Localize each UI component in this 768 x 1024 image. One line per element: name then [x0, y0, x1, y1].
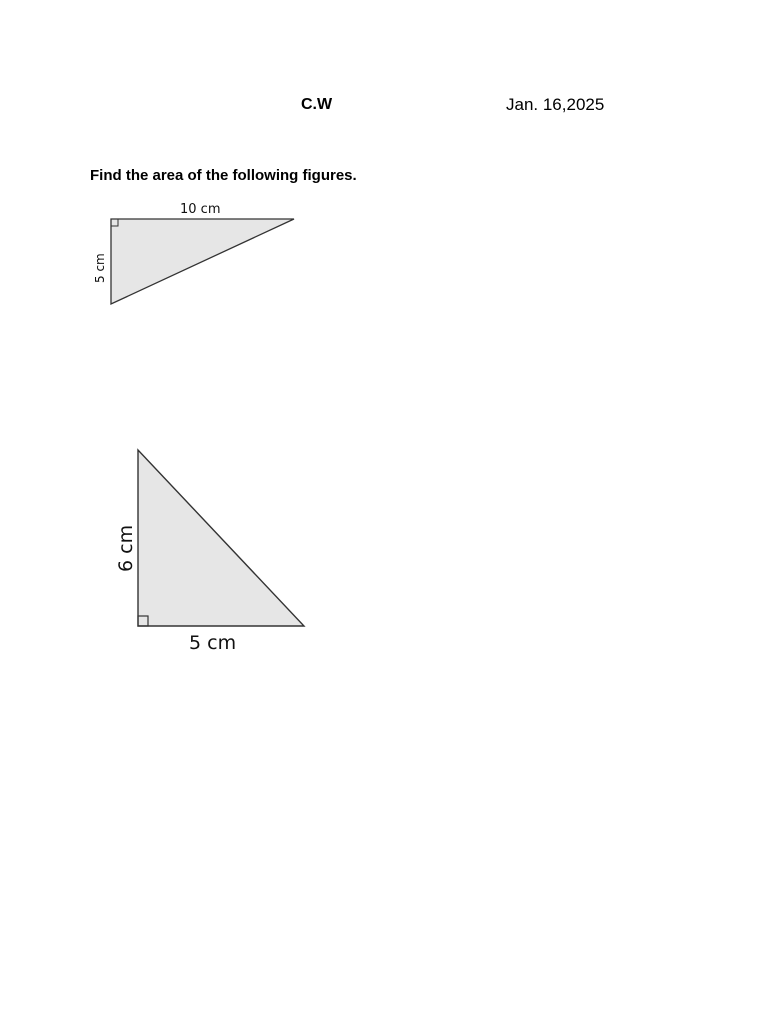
figure-2-bottom-label: 5 cm — [189, 632, 237, 654]
worksheet-title: C.W — [301, 96, 333, 113]
figure-2-shape — [138, 450, 304, 626]
figure-1-top-label: 10 cm — [180, 202, 221, 217]
worksheet-date: Jan. 16,2025 — [506, 95, 605, 114]
figure-2-side-label: 6 cm — [115, 524, 137, 572]
figure-1-side-label: 5 cm — [93, 253, 107, 283]
instruction-text: Find the area of the following figures. — [90, 167, 357, 184]
